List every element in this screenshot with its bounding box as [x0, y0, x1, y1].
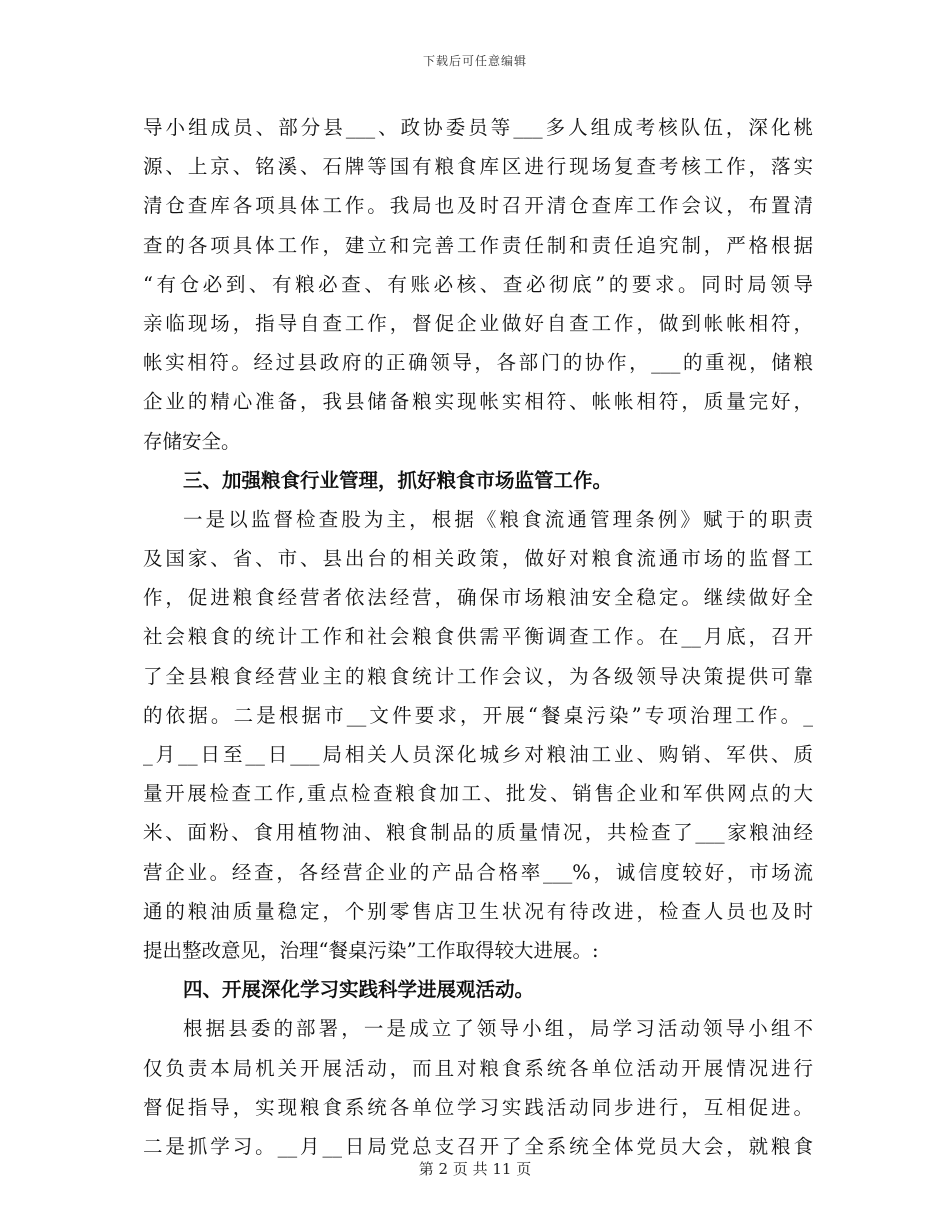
- paragraph-line: 二是抓学习。__月__日局党总支召开了全系统全体党员大会，就粮食: [143, 1134, 813, 1158]
- paragraph-line: 量开展检查工作,重点检查粮食加工、批发、销售企业和军供网点的大: [143, 782, 813, 806]
- paragraph-line: 作，促进粮食经营者依法经营，确保市场粮油安全稳定。继续做好全: [143, 586, 813, 610]
- document-body: [143, 108, 813, 1166]
- paragraph-line: 了全县粮食经营业主的粮食统计工作会议，为各级领导决策提供可靠: [143, 664, 813, 688]
- paragraph-line: 的依据。二是根据市__文件要求，开展“餐桌污染”专项治理工作。_: [143, 703, 813, 727]
- paragraph-line: 营企业。经查，各经营企业的产品合格率___%，诚信度较好，市场流: [143, 860, 813, 884]
- paragraph-line: 及国家、省、市、县出台的相关政策，做好对粮食流通市场的监督工: [143, 547, 813, 571]
- paragraph-line: _月__日至__日___局相关人员深化城乡对粮油工业、购销、军供、质: [143, 743, 813, 766]
- paragraph-line: 亲临现场，指导自查工作，督促企业做好自查工作，做到帐帐相符，: [143, 311, 813, 335]
- paragraph-line: 督促指导，实现粮食系统各单位学习实践活动同步进行，互相促进。: [143, 1095, 813, 1119]
- paragraph-line: 社会粮食的统计工作和社会粮食供需平衡调查工作。在__月底，召开: [143, 625, 813, 649]
- paragraph-line: 源、上京、铭溪、石牌等国有粮食库区进行现场复查考核工作，落实: [143, 155, 813, 179]
- paragraph-line: “有仓必到、有粮必查、有账必核、查必彻底”的要求。同时局领导: [143, 272, 813, 296]
- paragraph-line: 根据县委的部署，一是成立了领导小组，局学习活动领导小组不: [183, 1017, 813, 1041]
- paragraph-line: 通的粮油质量稳定，个别零售店卫生状况有待改进，检查人员也及时: [143, 899, 813, 923]
- section-heading: 三、加强粮食行业管理，抓好粮食市场监管工作。: [183, 468, 613, 492]
- section-heading: 四、开展深化学习实践科学进展观活动。: [183, 978, 535, 1002]
- paragraph-line: 帐实相符。经过县政府的正确领导，各部门的协作，___的重视，储粮: [143, 351, 813, 375]
- paragraph-line: 仅负责本局机关开展活动，而且对粮食系统各单位活动开展情况进行: [143, 1056, 813, 1080]
- paragraph-line: 清仓查库各项具体工作。我局也及时召开清仓查库工作会议，布置清: [143, 194, 813, 218]
- paragraph-line: 查的各项具体工作，建立和完善工作责任制和责任追究制，严格根据: [143, 233, 813, 257]
- paragraph-line: 导小组成员、部分县___、政协委员等___多人组成考核队伍，深化桃: [143, 116, 813, 139]
- paragraph-line: 米、面粉、食用植物油、粮食制品的质量情况，共检查了___家粮油经: [143, 821, 813, 845]
- page-number: 第 2 页 共 11 页: [418, 1160, 532, 1178]
- page-header: 下载后可任意编辑: [422, 54, 527, 68]
- paragraph-line: 存储安全。: [143, 429, 241, 453]
- paragraph-line: 企业的精心准备，我县储备粮实现帐实相符、帐帐相符，质量完好，: [143, 390, 813, 414]
- paragraph-line: 一是以监督检查股为主，根据《粮食流通管理条例》赋于的职责: [183, 507, 813, 531]
- paragraph-line: 提出整改意见，治理“餐桌污染”工作取得较大进展。:: [143, 938, 599, 962]
